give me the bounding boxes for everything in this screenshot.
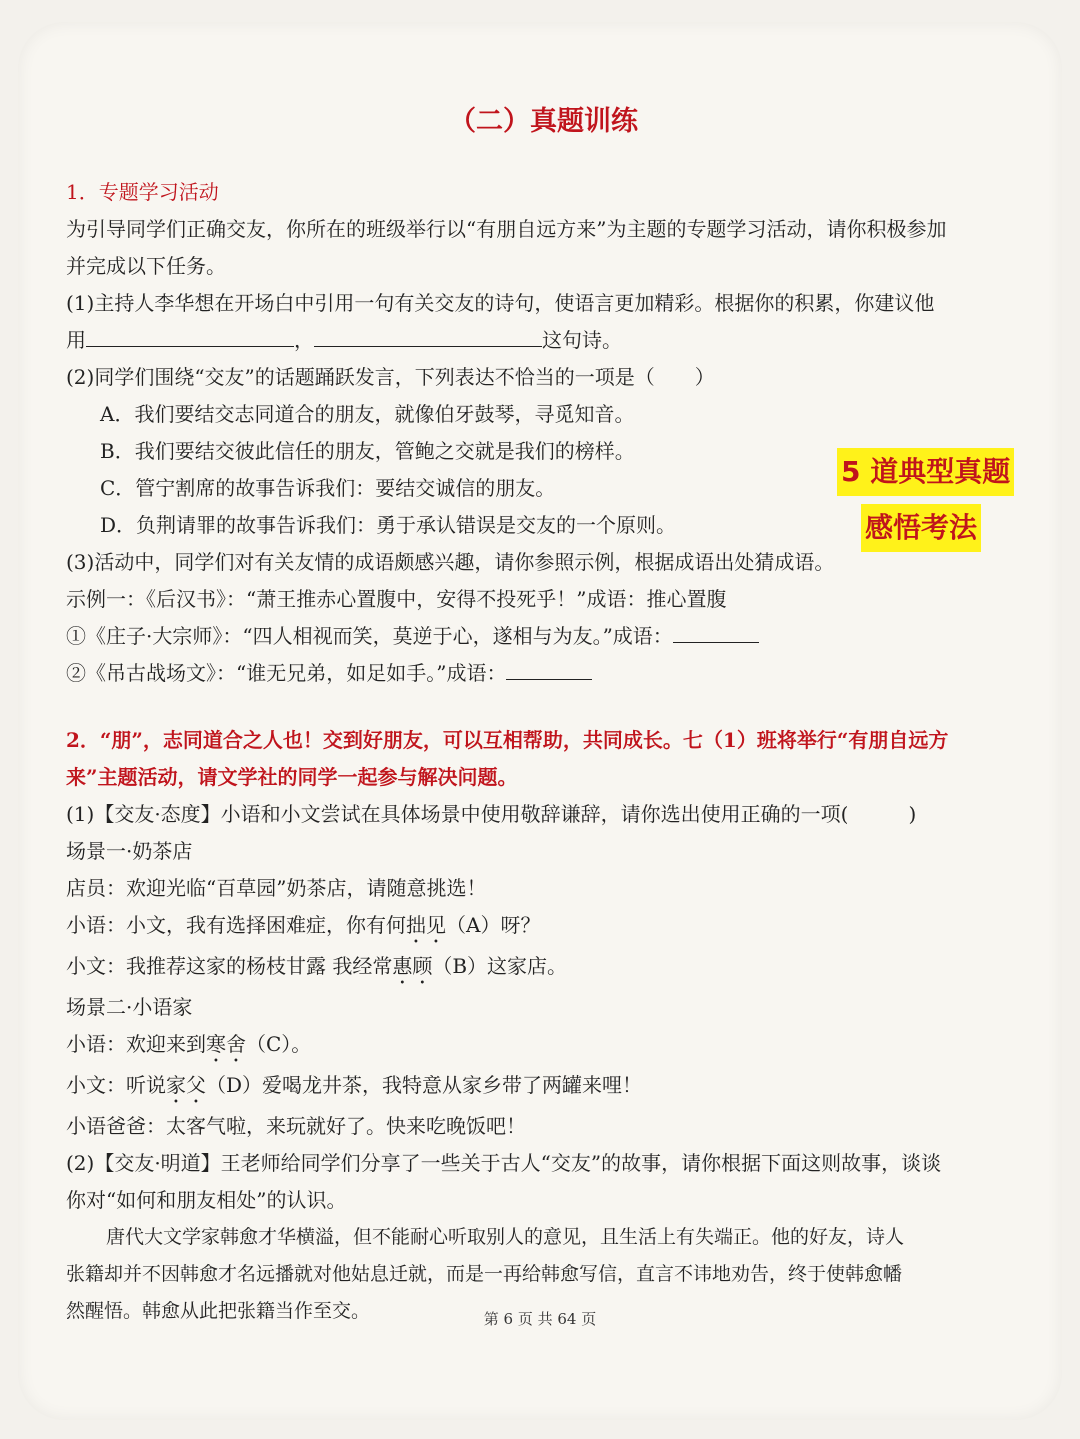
xiaoyu-line-c (66, 1026, 1021, 1067)
clerk-line: 店员：欢迎光临“百草园”奶茶店，请随意挑选！ (66, 876, 487, 900)
answer-blank-4[interactable] (506, 655, 592, 680)
q1-item-2-text: ②《吊古战场文》：“谁无兄弟，如足如手。”成语： (66, 661, 507, 685)
q1-part1-stem: (1)主持人李华想在开场白中引用一句有关交友的诗句，使语言更加精彩。根据你的积累，你建议他 (66, 291, 935, 315)
xiaowen-b-pre: 小文：我推荐这家的杨枝甘露 我经常 (66, 954, 393, 978)
passage-line-2: 张籍却并不因韩愈才名远播就对他姑息迁就，而是一再给韩愈写信，直言不讳地劝告，终于使韩愈幡 (66, 1263, 903, 1285)
xiaoyu-a-post: （A）呀？ (446, 913, 541, 937)
emphasized-word-d: 家父 (166, 1073, 206, 1097)
q1-item-1-text: ①《庄子·大宗师》：“四人相视而笑，莫逆于心，遂相与为友。”成语： (66, 624, 673, 648)
emphasized-word-a: 拙见 (406, 913, 446, 937)
q2-heading-line-1: 2．“朋”，志同道合之人也！交到好朋友，可以互相帮助，共同成长。七（1）班将举行“有朋自远方 (66, 728, 949, 752)
scene-2-title: 场景二·小语家 (66, 995, 193, 1019)
q1-part3-stem: (3)活动中，同学们对有关友情的成语颇感兴趣，请你参照示例，根据成语出处猜成语。 (66, 550, 835, 574)
xiaoyu-a-pre: 小语：小文，我有选择困难症，你有何 (66, 913, 406, 937)
q2-part1-stem: (1)【交友·态度】小语和小文尝试在具体场景中使用敬辞谦辞，请你选出使用正确的一项( ) (66, 802, 917, 826)
xiaowen-line-b (66, 948, 1021, 989)
passage-line-1: 唐代大文学家韩愈才华横溢，但不能耐心听取别人的意见，且生活上有失端正。他的好友，诗人 (106, 1226, 905, 1248)
page-number: 第 6 页 共 64 页 (483, 1310, 597, 1328)
q1-part1-suffix: 这句诗。 (542, 328, 622, 352)
highlight-badge-line-1: 5 道典型真题 (837, 448, 1014, 496)
q1-intro-line-1: 为引导同学们正确交友，你所在的班级举行以“有朋自远方来”为主题的专题学习活动，请你积极参加 (66, 217, 947, 241)
q1-part1-comma: ， (294, 328, 314, 352)
xiaowen-b-post: （B）这家店。 (432, 954, 568, 978)
q1-example: 示例一：《后汉书》：“萧王推赤心置腹中，安得不投死乎！”成语：推心置腹 (66, 587, 727, 611)
page-title: （二）真题训练 (449, 106, 638, 137)
answer-blank-1[interactable] (86, 322, 294, 347)
q1-intro-line-2: 并完成以下任务。 (66, 254, 226, 278)
xiaoyu-c-pre: 小语：欢迎来到 (66, 1032, 206, 1056)
passage-line-3: 然醒悟。韩愈从此把张籍当作至交。 (66, 1300, 371, 1322)
option-a: A．我们要结交志同道合的朋友，就像伯牙鼓琴，寻觅知音。 (100, 402, 635, 426)
highlight-badge-line-2: 感悟考法 (861, 504, 981, 552)
q1-item-2 (66, 655, 1021, 692)
option-b: B．我们要结交彼此信任的朋友，管鲍之交就是我们的榜样。 (100, 439, 635, 463)
emphasized-word-b: 惠顾 (392, 954, 433, 978)
xiaowen-d-post: （D）爱喝龙井茶，我特意从家乡带了两罐来哩！ (206, 1073, 643, 1097)
xiaoyu-c-post: （C）。 (246, 1032, 312, 1056)
xiaoyu-line-a (66, 907, 1021, 948)
q1-part1-answer-line (66, 322, 1021, 359)
q1-heading: 1．专题学习活动 (66, 180, 219, 204)
document-body (66, 98, 1021, 1330)
emphasized-word-c: 寒舍 (206, 1032, 246, 1056)
dad-line: 小语爸爸：太客气啦，来玩就好了。快来吃晚饭吧！ (66, 1114, 526, 1138)
q1-item-1 (66, 618, 1021, 655)
answer-blank-2[interactable] (314, 322, 542, 347)
q1-part1-prefix: 用 (66, 328, 86, 352)
q2-heading-line-2: 来”主题活动，请文学社的同学一起参与解决问题。 (66, 765, 518, 789)
scene-1-title: 场景一·奶茶店 (66, 839, 193, 863)
q1-part2-stem: (2)同学们围绕“交友”的话题踊跃发言，下列表达不恰当的一项是（ ） (66, 365, 715, 389)
xiaowen-d-pre: 小文：听说 (66, 1073, 166, 1097)
option-c: C．管宁割席的故事告诉我们：要结交诚信的朋友。 (100, 476, 556, 500)
q2-part2-stem-line-1: (2)【交友·明道】王老师给同学们分享了一些关于古人“交友”的故事，请你根据下面这则故事，谈谈 (66, 1151, 942, 1175)
xiaowen-line-d (66, 1067, 1021, 1108)
q2-part2-stem-line-2: 你对“如何和朋友相处”的认识。 (66, 1188, 347, 1212)
answer-blank-3[interactable] (673, 618, 759, 643)
option-d: D．负荆请罪的故事告诉我们：勇于承认错误是交友的一个原则。 (100, 513, 677, 537)
